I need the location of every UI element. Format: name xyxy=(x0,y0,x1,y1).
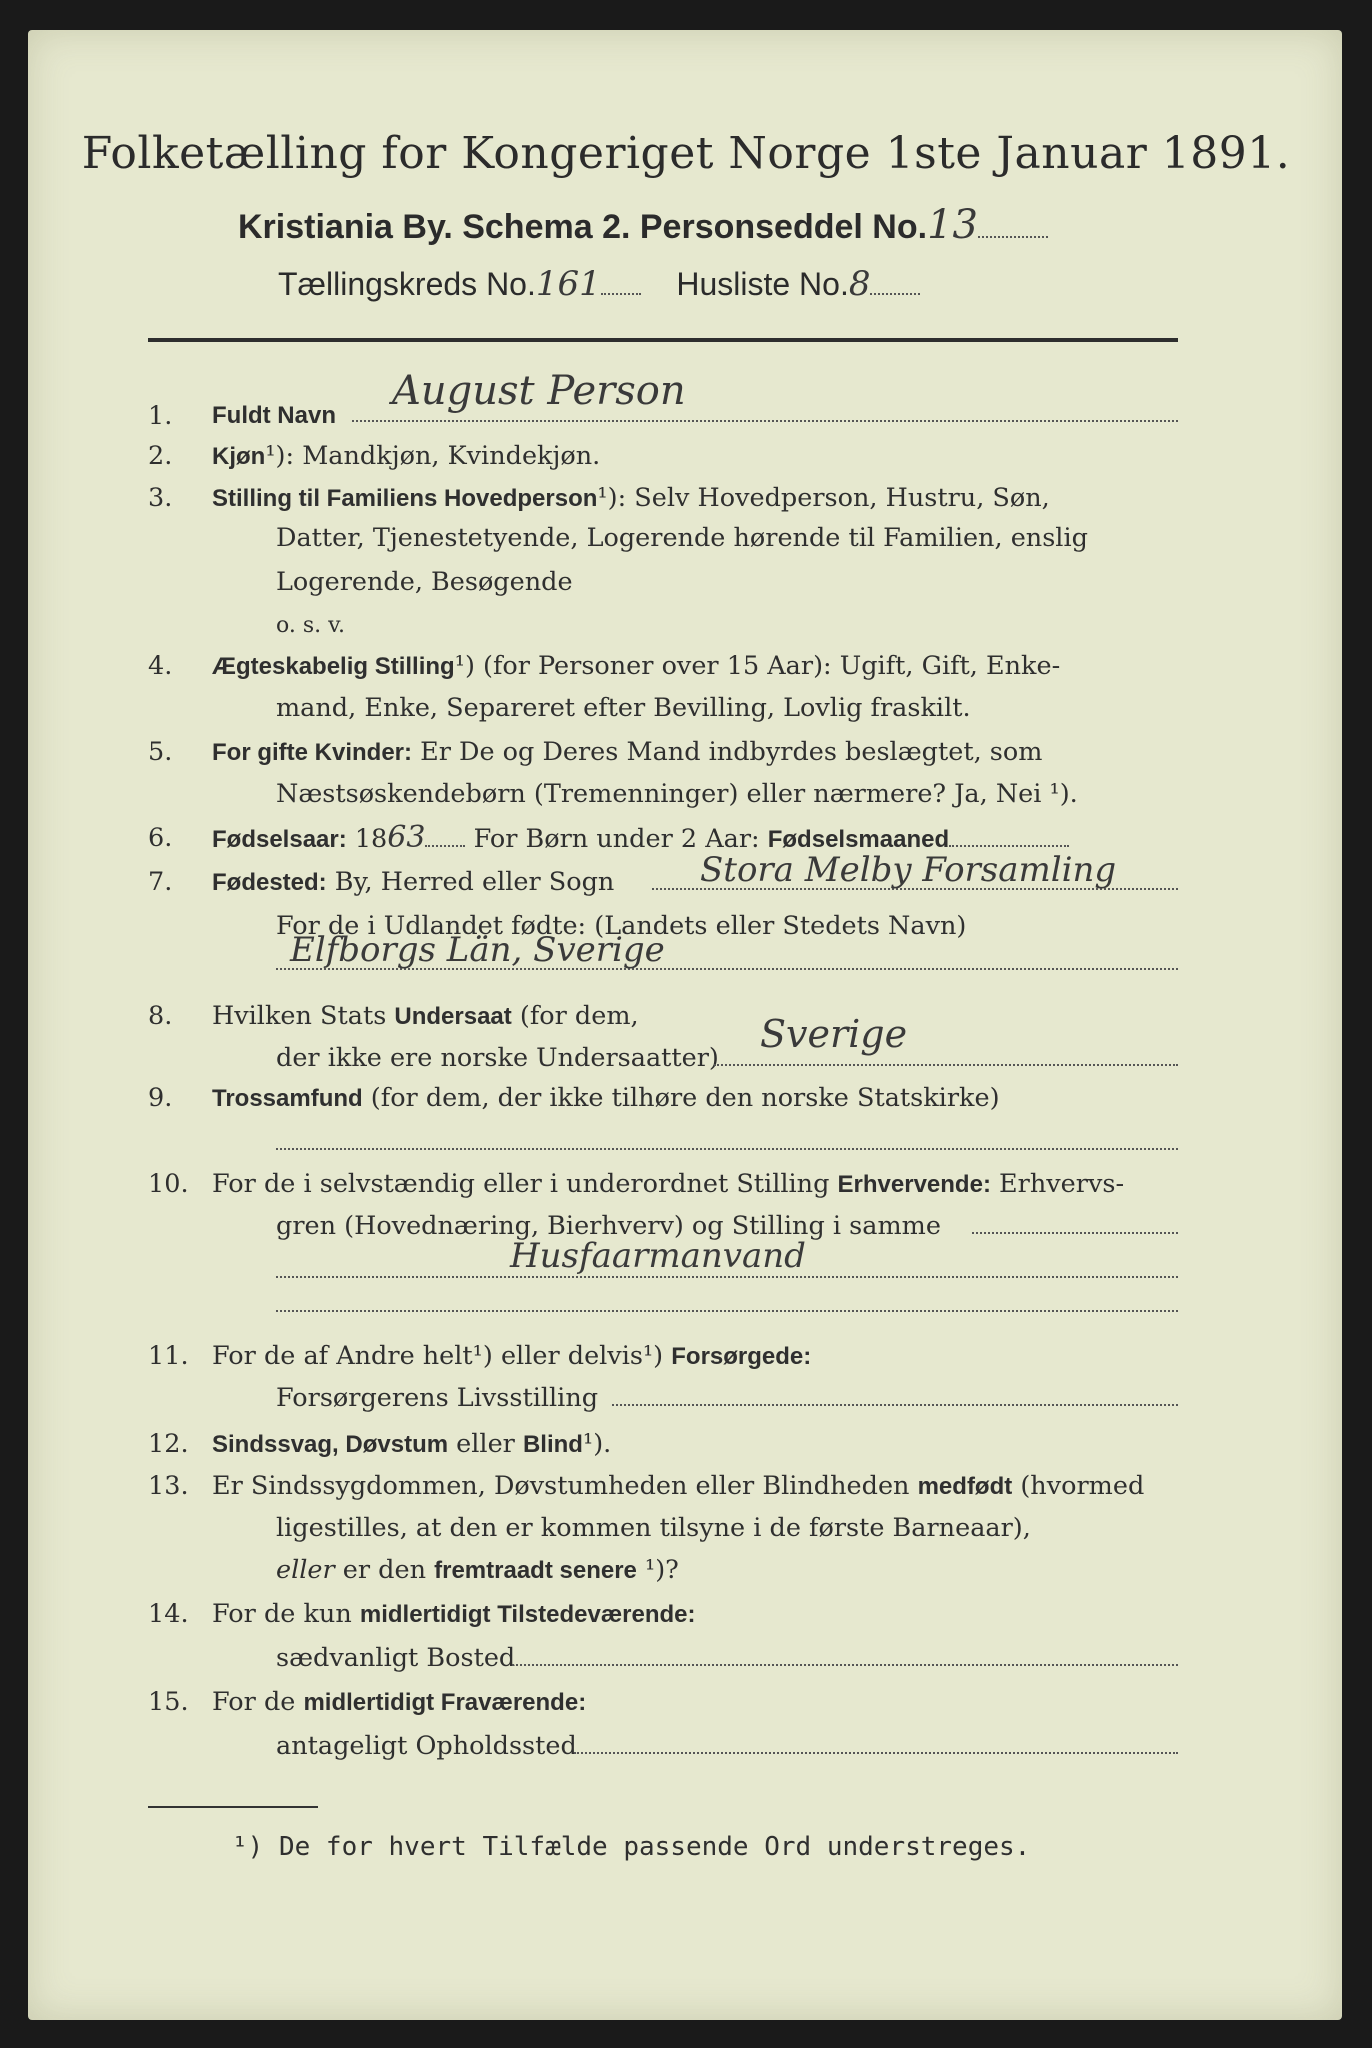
field-number: 14. xyxy=(148,1599,189,1629)
answer-line xyxy=(512,1664,1178,1666)
answer-line xyxy=(714,1064,1178,1066)
footnote: ¹) De for hvert Tilfælde passende Ord understreges. xyxy=(232,1832,1031,1862)
answer-line xyxy=(276,1310,1178,1312)
field-label: Fødested: xyxy=(212,869,327,896)
birthplace-value: Stora Melby Forsamling xyxy=(700,850,1117,890)
field-label: midlertidigt Tilstedeværende: xyxy=(359,1601,696,1628)
field-number: 13. xyxy=(148,1471,189,1501)
field-options: (for dem, xyxy=(511,1001,639,1031)
personseddel-number: 13 xyxy=(927,202,978,248)
field-number: 12. xyxy=(148,1429,189,1459)
field-options: For Børn under 2 Aar: xyxy=(465,824,768,854)
field-label: Forsørgede: xyxy=(671,1343,812,1370)
field-options: Hvilken Stats xyxy=(212,1001,395,1031)
field-label: Trossamfund xyxy=(212,1085,363,1112)
field-number: 11. xyxy=(148,1341,189,1371)
full-name-value: August Person xyxy=(392,368,686,414)
field-label: Stilling til Familiens Hovedperson xyxy=(212,485,598,512)
citizenship-value: Sverige xyxy=(760,1012,908,1056)
answer-line xyxy=(276,1148,1178,1150)
field-options: For de i selvstændig eller i underordnet Stilling xyxy=(212,1169,838,1199)
field-options: Er De og Deres Mand indbyrdes beslægtet, som xyxy=(412,737,1043,767)
field-number: 8. xyxy=(148,1001,173,1031)
form-title: Folketælling for Kongeriget Norge 1ste Januar 1891. xyxy=(81,128,1291,179)
field-label: Kjøn xyxy=(212,443,266,470)
field-label: Erhvervende: xyxy=(837,1171,991,1198)
field-label: Undersaat xyxy=(394,1003,512,1030)
field-options: For de i Udlandet fødte: (Landets eller Stedets Navn) xyxy=(276,911,967,941)
field-number: 9. xyxy=(148,1083,173,1113)
field-number: 15. xyxy=(148,1687,189,1717)
field-options: sædvanligt Bosted xyxy=(276,1643,516,1673)
field-options: Næstsøskendebørn (Tremenninger) eller nærmere? Ja, Nei ¹). xyxy=(276,779,1078,809)
field-options: eller xyxy=(276,1555,335,1585)
field-label: Sindssvag, Døvstum xyxy=(212,1431,449,1458)
field-options: Forsørgerens Livsstilling xyxy=(276,1383,599,1413)
field-options: ¹)? xyxy=(636,1555,679,1585)
taellingskreds-number: 161 xyxy=(535,264,601,304)
field-options: ¹): Selv Hovedperson, Hustru, Søn, xyxy=(597,483,1050,513)
field-label: Fødselsaar: xyxy=(212,826,347,853)
field-label: midlertidigt Fraværende: xyxy=(303,1689,587,1716)
answer-line xyxy=(612,1404,1178,1406)
footnote-rule xyxy=(148,1806,318,1808)
field-options: antageligt Opholdssted xyxy=(276,1731,577,1761)
field-options: (hvormed xyxy=(1012,1471,1145,1501)
field-options: Logerende, Besøgende xyxy=(276,567,573,597)
district-line xyxy=(278,264,920,304)
field-options: ¹) (for Personer over 15 Aar): Ugift, Gift, Enke- xyxy=(454,651,1061,681)
husliste-number: 8 xyxy=(848,264,871,304)
field-label: For gifte Kvinder: xyxy=(212,739,413,766)
dotted-line xyxy=(425,825,465,847)
schema-line-text: Kristiania By. Schema 2. Personseddel No. xyxy=(238,208,928,246)
field-number: 7. xyxy=(148,867,173,897)
field-number: 1. xyxy=(148,401,173,431)
field-label: fremtraadt senere xyxy=(434,1557,637,1584)
occupation-value: Husfaarmanvand xyxy=(510,1236,806,1276)
field-options: Datter, Tjenestetyende, Logerende hørende til Familien, enslig xyxy=(276,523,1088,553)
field-options: For de af Andre helt¹) eller delvis¹) xyxy=(212,1341,672,1371)
field-options: er den xyxy=(334,1555,435,1585)
field-number: 6. xyxy=(148,823,173,853)
dotted-line xyxy=(870,273,920,295)
schema-line xyxy=(238,202,1048,248)
field-label: Ægteskabelig Stilling xyxy=(212,653,455,680)
field-options: eller xyxy=(448,1429,523,1459)
field-number: 3. xyxy=(148,483,173,513)
dotted-line xyxy=(601,273,641,295)
field-options: o. s. v. xyxy=(276,613,345,638)
answer-line xyxy=(352,420,1178,422)
field-options: For de xyxy=(212,1687,304,1717)
answer-line xyxy=(972,1232,1178,1234)
birth-year-value: 63 xyxy=(387,820,426,855)
field-label: medfødt xyxy=(917,1473,1013,1500)
field-options: By, Herred eller Sogn xyxy=(326,867,615,897)
dotted-line xyxy=(949,825,1069,847)
field-number: 2. xyxy=(148,441,173,471)
foreign-birthplace-value: Elfborgs Län, Sverige xyxy=(290,930,665,970)
header-rule xyxy=(148,338,1178,342)
answer-line xyxy=(574,1752,1178,1754)
field-label: Blind xyxy=(522,1431,583,1458)
taellingskreds-label: Tællingskreds No. xyxy=(278,266,536,302)
field-options: ¹): Mandkjøn, Kvindekjøn. xyxy=(265,441,601,471)
husliste-label: Husliste No. xyxy=(676,266,849,302)
field-options: gren (Hovednæring, Bierhverv) og Stilling i samme xyxy=(276,1211,941,1241)
field-label: Fuldt Navn xyxy=(212,402,336,429)
field-number: 5. xyxy=(148,737,173,767)
field-label: Fødselsmaaned xyxy=(767,826,950,853)
field-options: der ikke ere norske Undersaatter) xyxy=(276,1043,719,1073)
dotted-line xyxy=(978,216,1048,238)
field-options: Er Sindssygdommen, Døvstumheden eller Blindheden xyxy=(212,1471,918,1501)
year-prefix: 18 xyxy=(346,824,388,854)
field-number: 4. xyxy=(148,651,173,681)
field-options: ligestilles, at den er kommen tilsyne i de første Barneaar), xyxy=(276,1513,1031,1543)
field-options: For de kun xyxy=(212,1599,360,1629)
answer-line xyxy=(276,1276,1178,1278)
field-number: 10. xyxy=(148,1169,189,1199)
field-options: (for dem, der ikke tilhøre den norske Statskirke) xyxy=(362,1083,1000,1113)
field-options: ¹). xyxy=(582,1429,612,1459)
field-options: mand, Enke, Separeret efter Bevilling, Lovlig fraskilt. xyxy=(276,693,971,723)
field-options: Erhvervs- xyxy=(990,1169,1125,1199)
